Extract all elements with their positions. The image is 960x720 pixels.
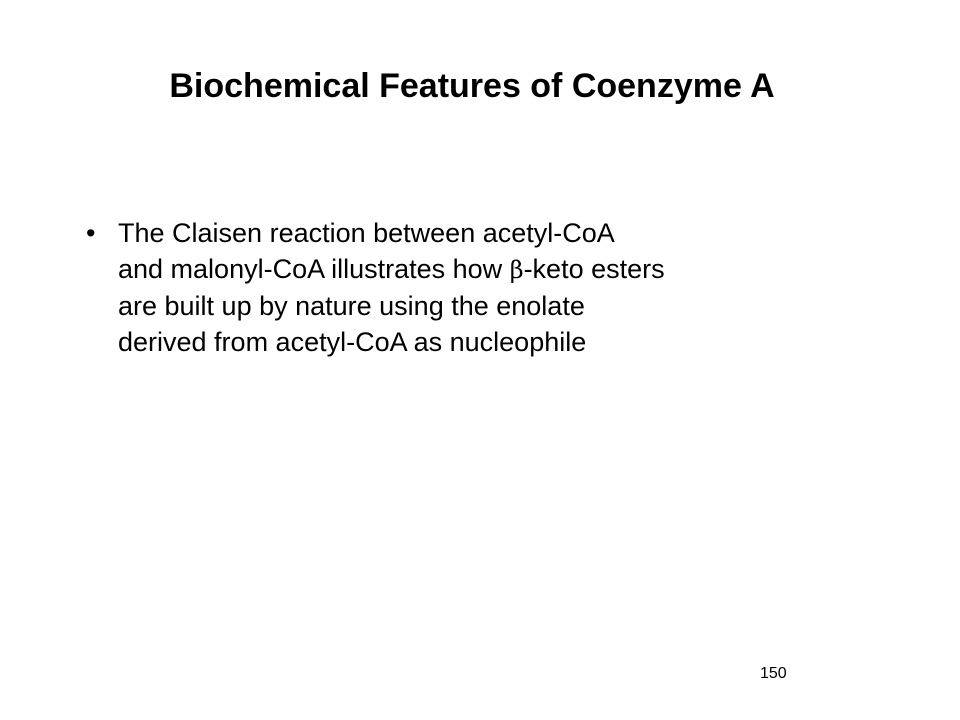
bullet-line-1: The Claisen reaction between acetyl-CoA [118, 218, 615, 248]
bullet-line-2-end: -keto esters [523, 254, 665, 284]
bullet-line-2-start: and malonyl-CoA illustrates how [118, 254, 510, 284]
beta-symbol: β [509, 256, 524, 284]
bullet-line-4: derived from acetyl-CoA as nucleophile [118, 327, 587, 357]
page-number: 150 [760, 665, 787, 682]
slide-title: Biochemical Features of Coenzyme A [169, 67, 775, 105]
bullet-line-3: are built up by nature using the enolate [118, 291, 585, 321]
bullet-marker: • [86, 218, 96, 248]
bullet-line-2 [118, 251, 900, 288]
bullet-list [80, 215, 900, 360]
bullet-item [80, 215, 900, 360]
